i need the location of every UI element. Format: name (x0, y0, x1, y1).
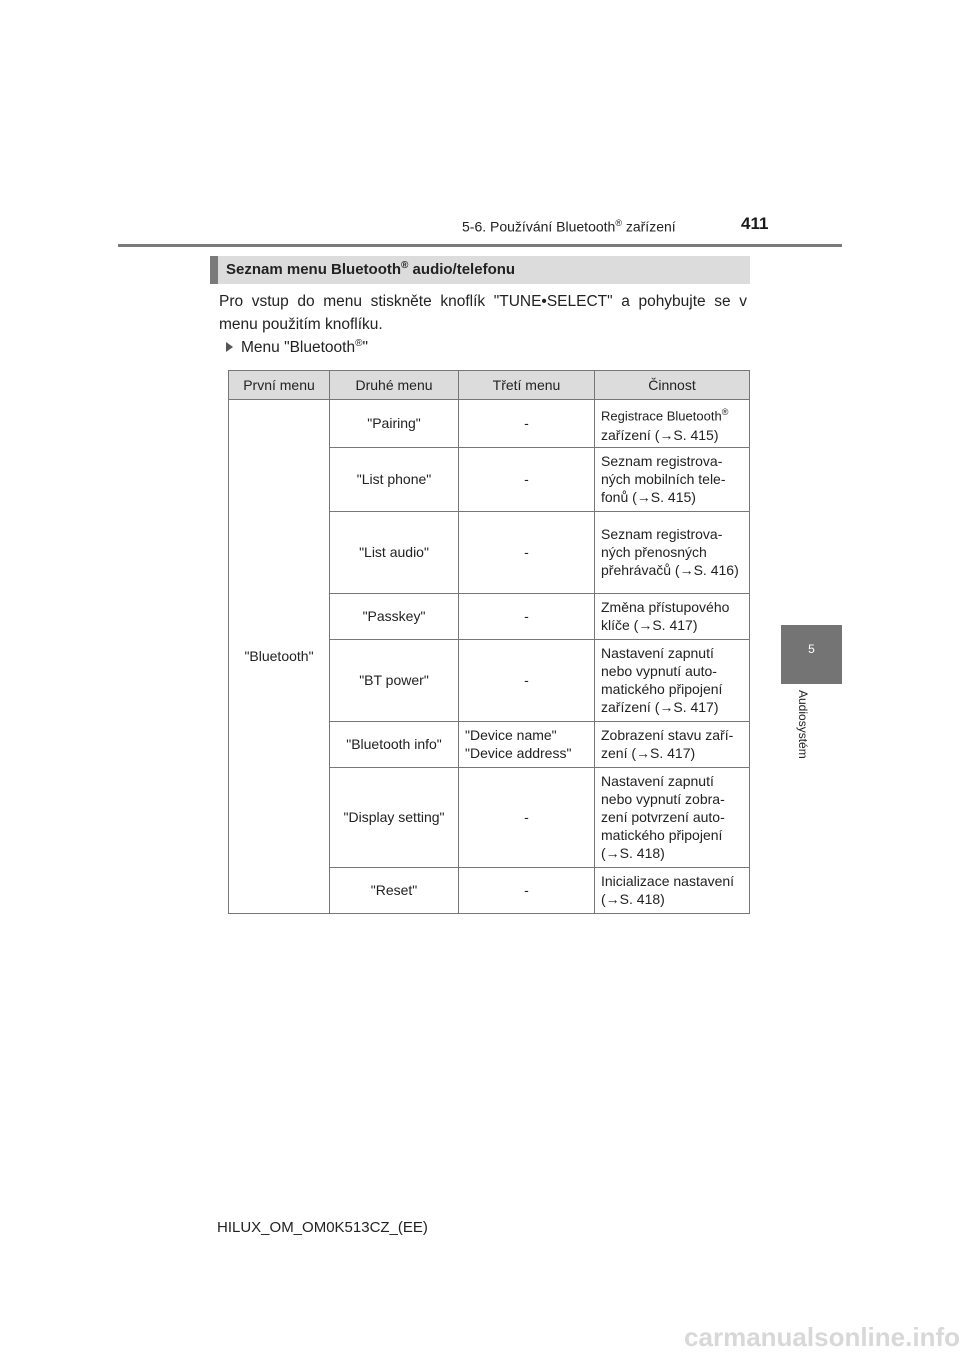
table-row (229, 400, 750, 448)
second-menu-cell: "Display setting" (330, 767, 459, 867)
submenu-heading-end: " (362, 339, 368, 357)
submenu-heading (226, 338, 368, 357)
registered-mark: ® (401, 260, 409, 271)
action-cell: Nastavení zapnutí nebo vypnutí auto-matického připojení zařízení (→S. 417) (595, 639, 750, 721)
action-cell: Seznam registrova-ných mobilních tele-fonů (→S. 415) (595, 447, 750, 511)
submenu-heading-text: Menu "Bluetooth (241, 339, 356, 357)
watermark: carmanualsonline.info (684, 1322, 960, 1352)
intro-paragraph: Pro vstup do menu stiskněte knoflík "TUNE•SELECT" a pohybujte se v menu použitím knoflíku. (219, 293, 747, 333)
second-menu-cell: "List phone" (330, 447, 459, 511)
first-menu-cell: "Bluetooth" (229, 400, 330, 914)
second-menu-cell: "Pairing" (330, 400, 459, 448)
third-menu-cell: - (459, 639, 595, 721)
chapter-heading (462, 218, 676, 235)
action-cell: Zobrazení stavu zaří-zení (→S. 417) (595, 721, 750, 767)
registered-mark: ® (615, 218, 622, 228)
column-header: Činnost (595, 371, 750, 400)
third-menu-line: "Device name" (465, 727, 557, 744)
second-menu-cell: "BT power" (330, 639, 459, 721)
action-cell: Seznam registrova-ných přenosných přehrávačů (→S. 416) (595, 511, 750, 593)
second-menu-cell: "List audio" (330, 511, 459, 593)
action-text: Registrace Bluetooth (601, 408, 722, 424)
chapter-tab-label: Audiosystém (796, 690, 810, 759)
second-menu-cell: "Passkey" (330, 593, 459, 639)
registered-mark: ® (355, 338, 363, 349)
chapter-heading-suffix: zařízení (621, 218, 676, 235)
action-text-end: zařízení (→S. 415) (601, 426, 719, 443)
column-header: Třetí menu (459, 371, 595, 400)
page-number: 411 (741, 214, 769, 233)
triangle-bullet-icon (226, 342, 233, 352)
menu-table (228, 370, 750, 914)
chapter-heading-text: 5-6. Používání Bluetooth (462, 218, 616, 235)
table-header-row (229, 371, 750, 400)
section-title (210, 256, 750, 284)
action-cell: Nastavení zapnutí nebo vypnutí zobra-zení potvrzení auto-matického připojení (→S. 418) (595, 767, 750, 867)
section-title-text: Seznam menu Bluetooth (226, 261, 402, 278)
third-menu-cell: - (459, 593, 595, 639)
third-menu-cell: - (459, 400, 595, 448)
chapter-tab: 5 (781, 625, 842, 684)
registered-mark: ® (721, 407, 729, 417)
third-menu-cell: - (459, 511, 595, 593)
third-menu-cell: - (459, 867, 595, 913)
document-code: HILUX_OM_OM0K513CZ_(EE) (217, 1219, 428, 1236)
third-menu-cell: - (459, 767, 595, 867)
second-menu-cell: "Reset" (330, 867, 459, 913)
third-menu-cell (459, 721, 595, 767)
column-header: Druhé menu (330, 371, 459, 400)
action-cell: Inicializace nastavení (→S. 418) (595, 867, 750, 913)
section-title-suffix: audio/telefonu (408, 261, 516, 278)
second-menu-cell: "Bluetooth info" (330, 721, 459, 767)
header-divider (118, 244, 842, 247)
column-header: První menu (229, 371, 330, 400)
action-cell (595, 400, 750, 448)
third-menu-cell: - (459, 447, 595, 511)
third-menu-line: "Device address" (465, 745, 572, 762)
action-cell: Změna přístupového klíče (→S. 417) (595, 593, 750, 639)
